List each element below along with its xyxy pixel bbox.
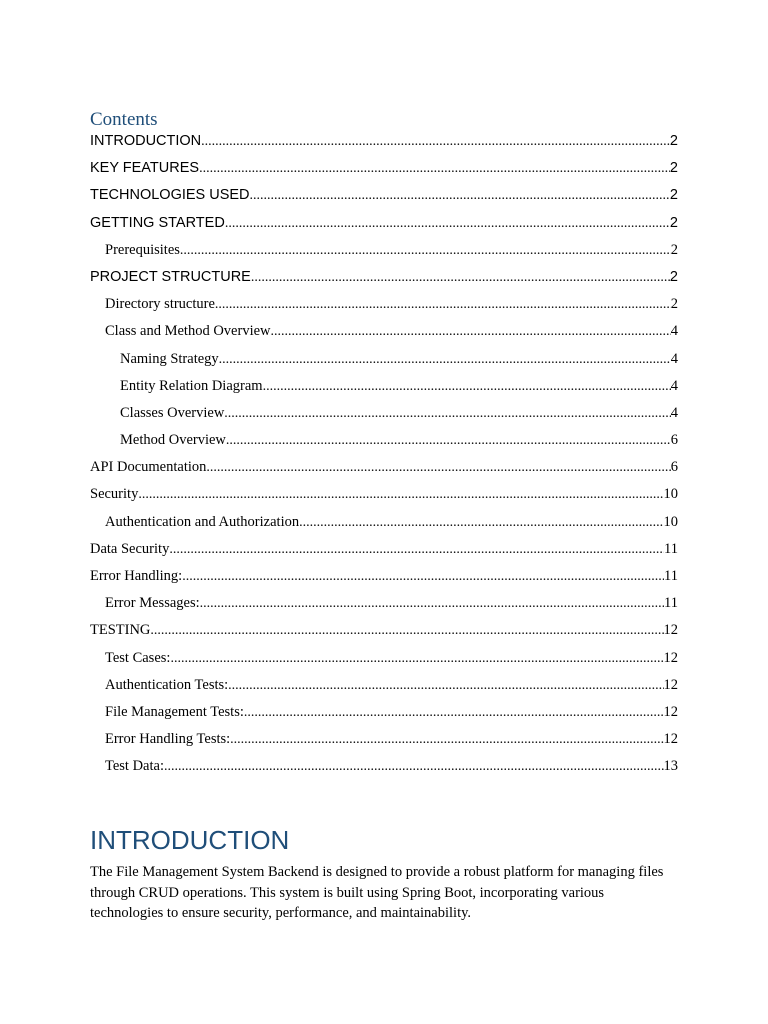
toc-entry-title: API Documentation	[90, 459, 207, 476]
toc-entry-page-number: 2	[669, 187, 678, 204]
toc-entry-page-number: 2	[669, 160, 678, 177]
toc-entry-title: File Management Tests:	[105, 703, 244, 720]
toc-entry-page-number: 2	[669, 133, 678, 149]
toc-entry-title: Method Overview	[120, 432, 226, 449]
toc-dot-leader	[244, 705, 664, 721]
toc-entry[interactable]	[90, 541, 678, 568]
toc-entry[interactable]	[90, 378, 678, 405]
toc-dot-leader	[219, 352, 671, 368]
table-of-contents	[90, 108, 678, 786]
toc-entry-page-number: 6	[670, 459, 678, 476]
toc-entry[interactable]	[90, 405, 678, 432]
toc-entry[interactable]	[90, 187, 678, 214]
toc-entry-title: Class and Method Overview	[105, 323, 271, 340]
toc-dot-leader	[271, 324, 671, 340]
toc-entry-page-number: 11	[664, 540, 678, 557]
toc-entry[interactable]	[90, 351, 678, 378]
toc-entry-title: KEY FEATURES	[90, 160, 200, 177]
toc-dot-leader	[206, 460, 670, 476]
toc-dot-leader	[225, 216, 670, 232]
toc-entry-title: Error Handling Tests:	[105, 731, 231, 748]
toc-entry-page-number: 13	[663, 758, 678, 775]
toc-dot-leader	[164, 759, 664, 775]
toc-entry-page-number: 12	[663, 703, 678, 720]
toc-entry-page-number: 10	[663, 486, 678, 503]
toc-entry[interactable]	[90, 595, 678, 622]
toc-entry-title: INTRODUCTION	[90, 133, 202, 149]
toc-entry[interactable]	[90, 514, 678, 541]
toc-entry-page-number: 2	[669, 214, 678, 231]
toc-entry-title: PROJECT STRUCTURE	[90, 268, 251, 285]
toc-entry[interactable]	[90, 160, 678, 187]
toc-entry-title: Test Cases:	[105, 649, 171, 666]
toc-dot-leader	[182, 569, 664, 585]
toc-dot-leader	[224, 406, 670, 422]
toc-entry[interactable]	[90, 486, 678, 513]
toc-entry-title: Test Data:	[105, 758, 164, 775]
toc-dot-leader	[251, 270, 670, 286]
toc-dot-leader	[230, 732, 663, 748]
toc-entry[interactable]	[90, 650, 678, 677]
toc-entry[interactable]	[90, 242, 678, 269]
toc-entry-page-number: 6	[670, 432, 678, 449]
toc-entry-title: Authentication Tests:	[105, 676, 229, 693]
toc-entry-page-number: 11	[664, 595, 678, 612]
toc-entry-title: Directory structure	[105, 296, 215, 313]
toc-entry-page-number: 12	[663, 649, 678, 666]
toc-entry-title: Authentication and Authorization	[105, 513, 300, 530]
toc-entry-page-number: 2	[670, 296, 678, 313]
toc-entry-title: GETTING STARTED	[90, 214, 225, 231]
toc-dot-leader	[138, 487, 663, 503]
toc-dot-leader	[215, 297, 671, 313]
toc-entry[interactable]	[90, 677, 678, 704]
toc-entry[interactable]	[90, 296, 678, 323]
toc-entry[interactable]	[90, 622, 678, 649]
toc-entry-page-number: 10	[663, 513, 678, 530]
toc-entry-title: Entity Relation Diagram	[120, 377, 263, 394]
toc-entry-page-number: 4	[670, 404, 678, 421]
toc-entry-title: Error Messages:	[105, 595, 200, 612]
toc-entry-title: Security	[90, 486, 139, 503]
toc-entry-title: Prerequisites	[105, 241, 180, 258]
toc-entry-page-number: 12	[663, 676, 678, 693]
toc-entry[interactable]	[90, 459, 678, 486]
toc-entry-title: Classes Overview	[120, 404, 225, 421]
toc-dot-leader	[299, 515, 663, 531]
toc-entry-title: TESTING	[90, 622, 151, 639]
toc-entry[interactable]	[90, 432, 678, 459]
toc-entry-page-number: 2	[669, 268, 678, 285]
toc-dot-leader	[226, 433, 671, 449]
toc-entry-page-number: 12	[663, 622, 678, 639]
toc-entry[interactable]	[90, 215, 678, 242]
introduction-body: The File Management System Backend is designed to provide a robust platform for managing files through CRUD operations. This system is built using Spring Boot, incorporating various technologies to ensure security, performance, and maintainability.	[90, 864, 664, 921]
toc-dot-leader	[199, 161, 670, 177]
toc-dot-leader	[250, 188, 670, 204]
toc-entry[interactable]	[90, 133, 678, 160]
toc-dot-leader	[263, 379, 671, 395]
toc-entry-title: TECHNOLOGIES USED	[90, 187, 250, 204]
toc-entry-page-number: 11	[664, 568, 678, 584]
toc-entry[interactable]	[90, 704, 678, 731]
toc-dot-leader	[169, 542, 664, 558]
toc-dot-leader	[200, 596, 664, 612]
toc-dot-leader	[228, 678, 663, 694]
toc-list	[90, 133, 678, 786]
toc-entry[interactable]	[90, 323, 678, 350]
toc-entry-page-number: 12	[663, 731, 678, 748]
toc-heading: Contents	[90, 109, 158, 130]
toc-entry[interactable]	[90, 269, 678, 296]
toc-entry-page-number: 4	[670, 377, 678, 394]
toc-entry-title: Data Security	[90, 540, 170, 557]
toc-dot-leader	[170, 651, 663, 667]
toc-dot-leader	[150, 623, 663, 639]
toc-entry-title: Naming Strategy	[120, 350, 219, 367]
toc-entry-title: Error Handling:	[90, 568, 183, 584]
toc-entry-page-number: 4	[670, 323, 678, 340]
toc-dot-leader	[201, 134, 670, 150]
toc-entry[interactable]	[90, 731, 678, 758]
toc-entry[interactable]	[90, 568, 678, 595]
toc-entry-page-number: 2	[670, 241, 678, 258]
toc-entry-page-number: 4	[670, 350, 678, 367]
introduction-heading: INTRODUCTION	[90, 825, 290, 855]
toc-entry[interactable]	[90, 758, 678, 785]
toc-dot-leader	[180, 243, 671, 259]
